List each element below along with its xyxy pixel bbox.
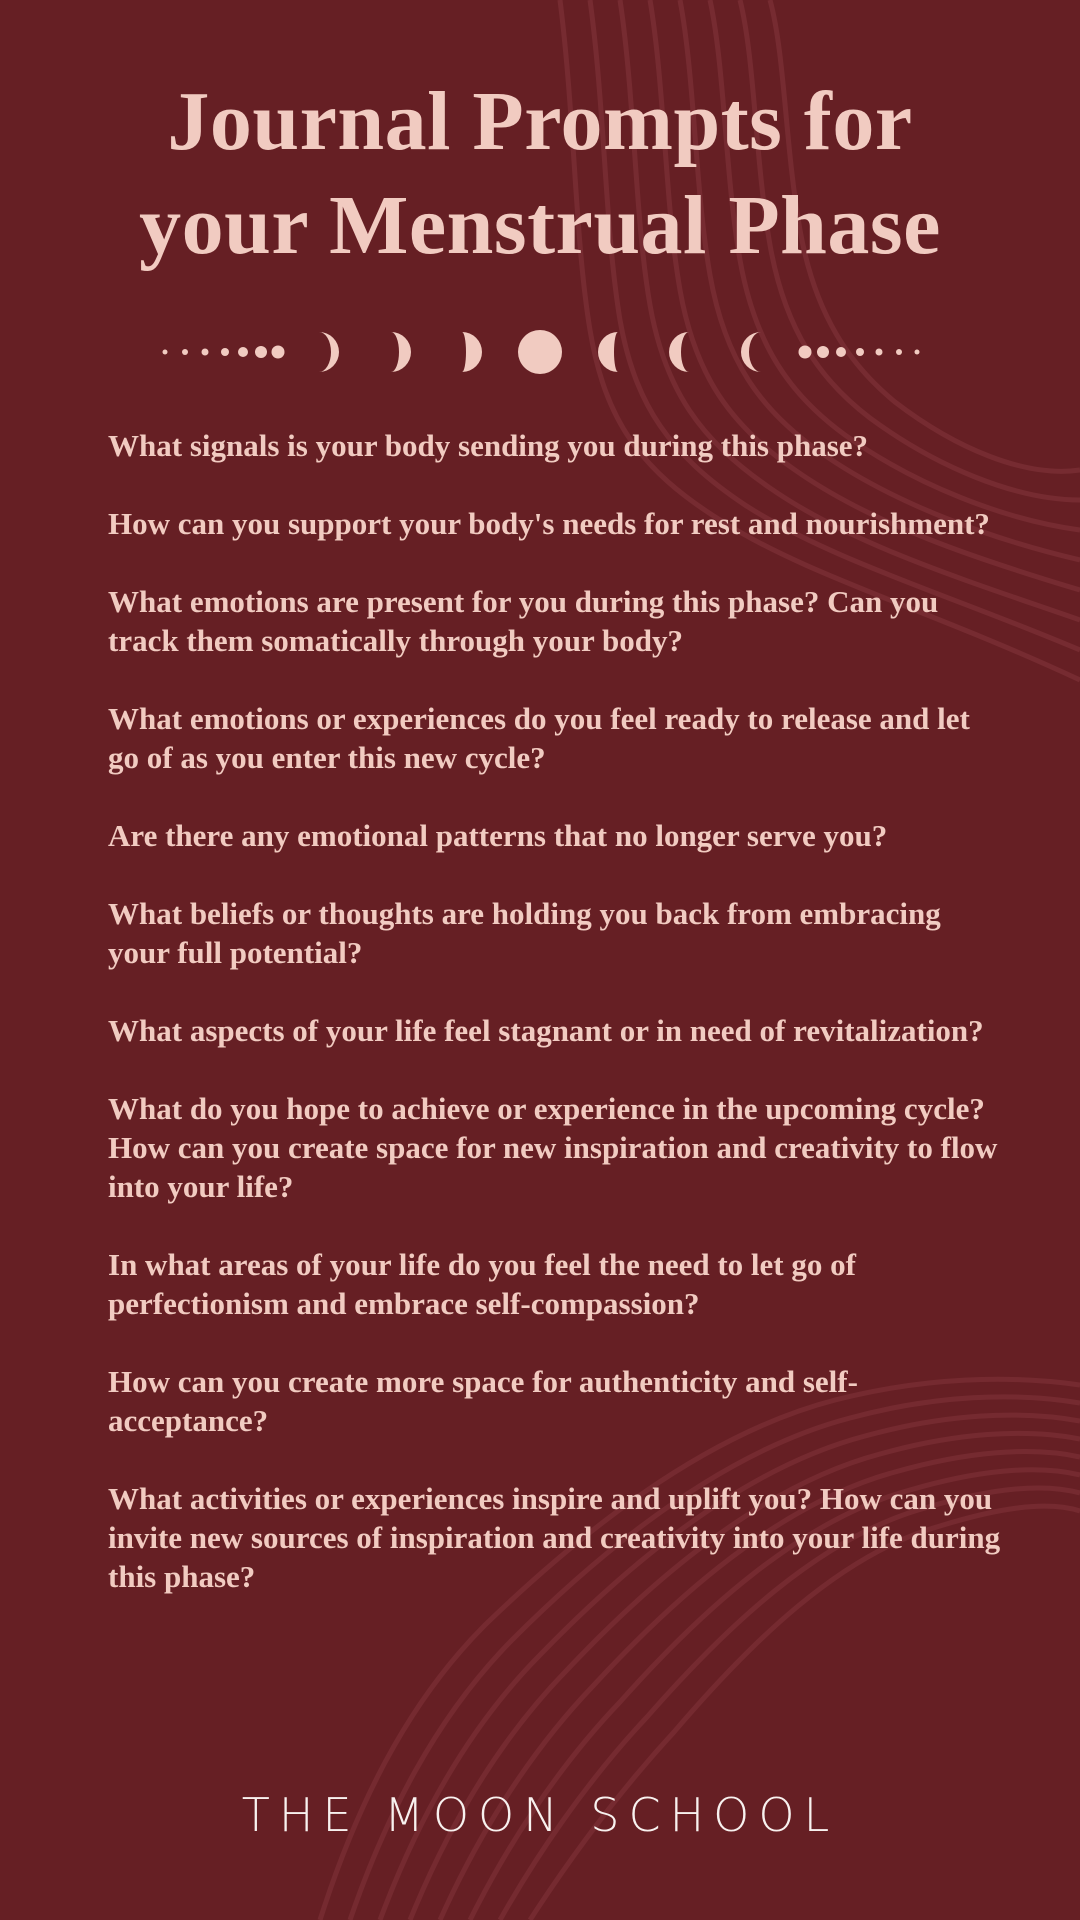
dot-icon — [836, 347, 846, 357]
dot-icon — [915, 350, 920, 355]
prompt-item: How can you support your body's needs for rest and nourishment? — [108, 506, 990, 541]
waxing-crescent-icon — [319, 332, 339, 372]
title-line-2: your Menstrual Phase — [139, 179, 941, 272]
prompt-item: In what areas of your life do you feel the need to let go of perfectionism and embrace self-compassion? — [108, 1247, 856, 1321]
prompt-item: What signals is your body sending you during this phase? — [108, 428, 869, 463]
waxing-crescent-icon — [391, 332, 411, 372]
waning-gibbous-icon — [598, 332, 618, 372]
dot-icon — [876, 349, 883, 356]
prompt-item: What aspects of your life feel stagnant or in need of revitalization? — [108, 1013, 984, 1048]
prompt-item: What emotions are present for you during this phase? Can you track them somatically through your body? — [108, 584, 939, 658]
title-line-1: Journal Prompts for — [167, 75, 913, 168]
waxing-gibbous-icon — [462, 332, 482, 372]
brand-name: THE MOON SCHOOL — [241, 1788, 839, 1842]
dot-icon — [272, 346, 285, 359]
prompt-item: What activities or experiences inspire and uplift you? How can you invite new sources of inspiration and creativity into your life during this phase? — [108, 1481, 1001, 1594]
dot-icon — [856, 348, 864, 356]
prompt-item: Are there any emotional patterns that no longer serve you? — [108, 818, 888, 853]
full-moon-icon — [518, 330, 562, 374]
moon-phases-icon — [155, 322, 925, 382]
dot-icon — [896, 349, 902, 355]
waning-crescent-icon — [669, 332, 689, 372]
page-title — [70, 70, 1010, 278]
waning-crescent-icon — [741, 332, 761, 372]
prompt-list — [108, 426, 1008, 1635]
dot-icon — [238, 347, 248, 357]
prompt-item: What emotions or experiences do you feel ready to release and let go of as you enter this new cycle? — [108, 701, 970, 775]
dot-icon — [182, 349, 188, 355]
dot-icon — [817, 346, 829, 358]
dot-icon — [799, 346, 812, 359]
dot-icon — [221, 348, 229, 356]
prompt-item: What beliefs or thoughts are holding you back from embracing your full potential? — [108, 896, 941, 970]
dot-icon — [163, 350, 168, 355]
prompt-item: How can you create more space for authenticity and self-acceptance? — [108, 1364, 858, 1438]
dot-icon — [255, 346, 267, 358]
prompt-item: What do you hope to achieve or experience in the upcoming cycle? How can you create space for new inspiration and creativity to flow into your life? — [108, 1091, 998, 1204]
dot-icon — [202, 349, 209, 356]
